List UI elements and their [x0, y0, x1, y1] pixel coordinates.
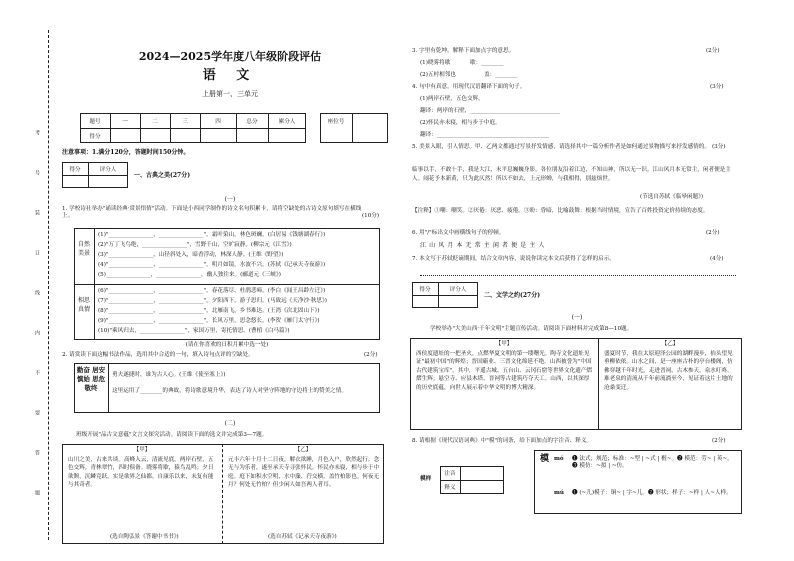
- poem-line: (5)________________，________________，幽人独往来。(郦道元《三峡》): [98, 272, 281, 278]
- calligraphy-work: 勤奋 居安 慎始 思危 敬终: [76, 366, 106, 392]
- strip-char: 答: [34, 450, 40, 455]
- text-yi-label: 【乙】: [661, 341, 679, 347]
- strip-char: 装: [34, 210, 40, 215]
- poem-line: (7)"________________，________________"，夕阳西下，游子思归。(马致远《天净沙·秋思》): [98, 298, 327, 304]
- table-header: 三: [182, 119, 188, 125]
- q3-item: (1)晓雾将歇: [420, 60, 451, 66]
- exam-title: 2024—2025学年度八年级阶段评估: [138, 50, 322, 63]
- calligraphy-quote: 勇夫遂捷时，谁为古人心。(王维《使至塞上》): [112, 372, 226, 378]
- strip-char: 不: [34, 370, 40, 375]
- group-label-emotion: 相思真情: [77, 297, 90, 313]
- table-header: 四: [215, 119, 221, 125]
- grader-person-label: 评分人: [449, 287, 467, 293]
- part-label: (一): [224, 196, 236, 203]
- grader-score-label: 得分: [69, 167, 81, 173]
- poem-line: (8)"________________，________________"，北雁南飞，乡书难达。(王湾《次北固山下》): [98, 308, 320, 314]
- text-jia: 西侯度遗址的一把圣火，点燃华夏文明的第一缕曙光。陶寺文化遗址见证"最初中国"的辉煌；晋国霸业、三晋文化绵延不绝。山西被誉为"中国古代建筑宝库"。其中，平遥古城、五台山、云冈石窟等世界文化遗产熠熠生辉；悬空寺、应县木塔、晋祠等古建筑巧夺天工。山西，以其深厚的历史底蕴，向世人展示着中华文明的博大精深。: [416, 351, 592, 391]
- q4-sentence: (2)怀民亦未寝，相与步于中庭。: [420, 120, 501, 126]
- definition-mo: ❶ 法式；规范；标准：~型 | ~式 | 楷~。❷ 模范：劳~ | 英~。❸ 模仿：~拟 | ~仿。: [572, 456, 733, 470]
- question-3-score: (2分): [706, 48, 720, 54]
- dictionary-headword: 模: [540, 454, 550, 464]
- binding-strip: [34, 130, 44, 530]
- q4-translation: 翻译：两岸的石壁，________________________________: [420, 108, 560, 114]
- poem-line: (9)"________________，________________"，长风万里，思念悠长。(李贺《雁门太守行》): [98, 318, 320, 324]
- question-6: 6. 用"/"标出文中画横线句子的停顿。: [412, 230, 505, 236]
- strip-char: 线: [34, 290, 40, 295]
- question-2-score: (2分): [364, 352, 378, 358]
- score-label: 得分: [89, 134, 101, 140]
- text-bing: 临事以手，不敢十手，我是大江，未平息巍巍身影。各位朋友沿着江边，不知山神，所以无一识。江山风月本无常主，闲者便是主人。闹花予本新黄，只为此仄然！所以不如去，上元形蝉，与我相得，别兹烦世。: [412, 167, 731, 182]
- question-3: 3. 字里有乾坤。解释下面加点字的意思。: [412, 48, 515, 54]
- part-label: (二): [224, 420, 236, 427]
- text-yi-source: (选自苏轼《记承天寺夜游》): [268, 534, 337, 540]
- question-8-score: (2分): [712, 438, 726, 444]
- q4-sentence: (1)两岸石壁，五色交辉。: [420, 96, 484, 102]
- poem-line: (6)"________________，________________"，春花落尽，杜鹃悲啼。(李白《闻王昌龄左迁》): [98, 288, 326, 294]
- seat-label: 座位号: [327, 119, 345, 125]
- reading-intro: 班级开展"品古文意蕴"文言文探究活动。请阅读下面的选文并完成第3—7题。: [76, 432, 268, 438]
- question-1-score: (10分): [362, 213, 380, 219]
- question-5: 5. 美景入眼，引人情思。甲、乙两文都通过写景抒发情感，请选择其中一篇分析作者是如何通过景物描写来抒发感情的。: [412, 144, 710, 150]
- table-header: 总分: [246, 119, 258, 125]
- calligraphy-comment: 这里运用了________的典故，将诗歌意境升华，表达了诗人对坚守阵地的守边将士的赞美之情。: [112, 388, 347, 394]
- strip-char: 题: [34, 490, 40, 495]
- exam-notes: 注意事项：1.满分120分，答题时间150分钟。: [62, 149, 190, 156]
- q6-sentence: 江 山 风 月 本 无 常 主 闲 者 便 是 主 人: [420, 242, 545, 249]
- strip-char: 号: [34, 170, 40, 175]
- question-7: 7. 本文写于苏轼贬谪期间，结合文章内容，说说你读完本文后获得了怎样的启示。: [412, 256, 615, 262]
- grader-score-label: 得分: [419, 287, 431, 293]
- question-2: 2. 请赏读下面这幅书法作品，选用其中合适的一句，填入诗句点评的空缺处。: [62, 352, 254, 358]
- exam-scope: 上册第一、三单元: [202, 90, 258, 98]
- group-label-scenery: 自然美景: [77, 241, 90, 257]
- question-5-score: (3分): [712, 144, 726, 150]
- text-jia-label: 【甲】: [495, 341, 513, 347]
- table-header: 一: [122, 119, 128, 125]
- question-7-score: (4分): [710, 256, 724, 262]
- poem-line: (2)"万丁飞鸟绝，________________"，雪野千山，空旷寂静。(柳宗元《江雪》): [98, 242, 292, 248]
- poem-line: (10)"乘风归去，________________"，家国万里，寄托情思。(曹植《白马篇》): [98, 328, 290, 334]
- poem-line: (3)"________________，山径斜处入，暗香浮动，林深人静。(王维《野望》): [98, 252, 284, 258]
- strip-char: 考: [34, 130, 40, 135]
- q3-item: (2)五村相邻也: [420, 72, 456, 78]
- strip-char: 内: [34, 330, 40, 335]
- question-8: 8. 请根据《现代汉语词典》中"模"的词条，给下面加点的字注音、释义。: [412, 438, 593, 444]
- poem-line: (1)"________________，________________"，霜叶染山，林色斑斓。(白居易《钱塘湖春行》): [98, 232, 326, 238]
- text-jia-label: 【甲】: [133, 447, 151, 453]
- grader-person-label: 评分人: [99, 167, 117, 173]
- text-yi: 盛夏时节，我在太原迎泽公园的湖畔漫步，抬头望见垂柳依依。山水之间，是一座座古朴的亭台楼阁，仿佛穿越千年时光。走进晋祠，古木参天，泉水叮咚，难老泉的清流从千年前流淌至今，见证着这片土地的沧桑变迁。: [604, 351, 733, 391]
- q4-translation: 翻译：________________________________________: [420, 132, 549, 138]
- table-header: 累分人: [278, 119, 296, 125]
- part-label: (一): [571, 314, 583, 321]
- q8-meaning-label: 释义: [444, 485, 456, 491]
- text-bing-source: (节选自苏轼《临皋闲题》): [640, 194, 704, 200]
- table-header: 二: [152, 119, 158, 125]
- strip-char: 要: [34, 410, 40, 415]
- text-yi: 元丰六年十月十二日夜，解衣欲睡，月色入户，欣然起行。念无与为乐者，遂至承天寺寻张怀民。怀民亦未寝，相与步于中庭。庭下如积水空明，水中藻、荇交横，盖竹柏影也。何夜无月？何处无竹柏？但少闲人如吾两人者耳。: [228, 457, 380, 489]
- reading-intro: 学校举办"大美山西·千年文明"主题宣传活动。请阅读下面材料并完成第8—10题。: [430, 326, 633, 332]
- pinyin-mu: mú: [554, 490, 564, 496]
- answer-line: [420, 275, 736, 276]
- text-yi-label: 【乙】: [294, 447, 312, 453]
- text-jia: 山川之美，古来共谈。高峰入云，清流见底。两岸石壁，五色交辉。青林翠竹，四时俱备。晓雾将歇，猿鸟乱鸣；夕日欲颓，沉鳞竞跃。实是欲界之仙都。自康乐以来，未复有能与其奇者。: [68, 457, 214, 489]
- question-6-score: (2分): [706, 230, 720, 236]
- q8-word: 模样: [420, 476, 432, 482]
- subject-title: 语 文: [202, 68, 258, 83]
- poem-line: (4)"________________，________________"，明月如镜，水波不兴。(苏轼《记承天寺夜游》): [98, 262, 326, 268]
- binding-line: [48, 30, 49, 540]
- section-title: 一、古典之美(27分): [134, 172, 191, 179]
- table-header: 题号: [89, 119, 101, 125]
- pinyin-mo: mó: [554, 456, 564, 462]
- card-summary: (请在你喜欢的日积月累中选一处): [185, 342, 269, 348]
- q8-phonetic-label: 注音: [444, 471, 456, 477]
- definition-mu: ❶ (~儿)模子：铜~ | 字~儿。❷ 形状；样子：~样 | 人~人样。: [572, 490, 732, 496]
- section-title: 二、文学之约(27分): [484, 292, 541, 299]
- strip-char: 订: [34, 250, 40, 255]
- question-4: 4. 句中有真意。用现代汉语翻译下面的句子。: [412, 84, 526, 90]
- question-4-score: (3分): [710, 84, 724, 90]
- q3-answer: 歇：________: [470, 60, 504, 66]
- annotation: 【注释】①嘲：嘲笑。②厌倦：厌恶、疲倦。③盼：昏暗，比喻鼓舞：根据当时情境，宣告了百姓投资定价持续的态度。: [412, 208, 709, 214]
- text-jia-source: (选自陶弘景《答谢中书书》): [110, 534, 179, 540]
- q3-answer: 盖：________: [484, 72, 518, 78]
- question-1: 1. 学校诗社举办"诵读经典·赏景悟情"活动。下面是小西同学制作的诗文名句积累卡，请将空缺处的古诗文原句填写在横线上。: [62, 206, 362, 220]
